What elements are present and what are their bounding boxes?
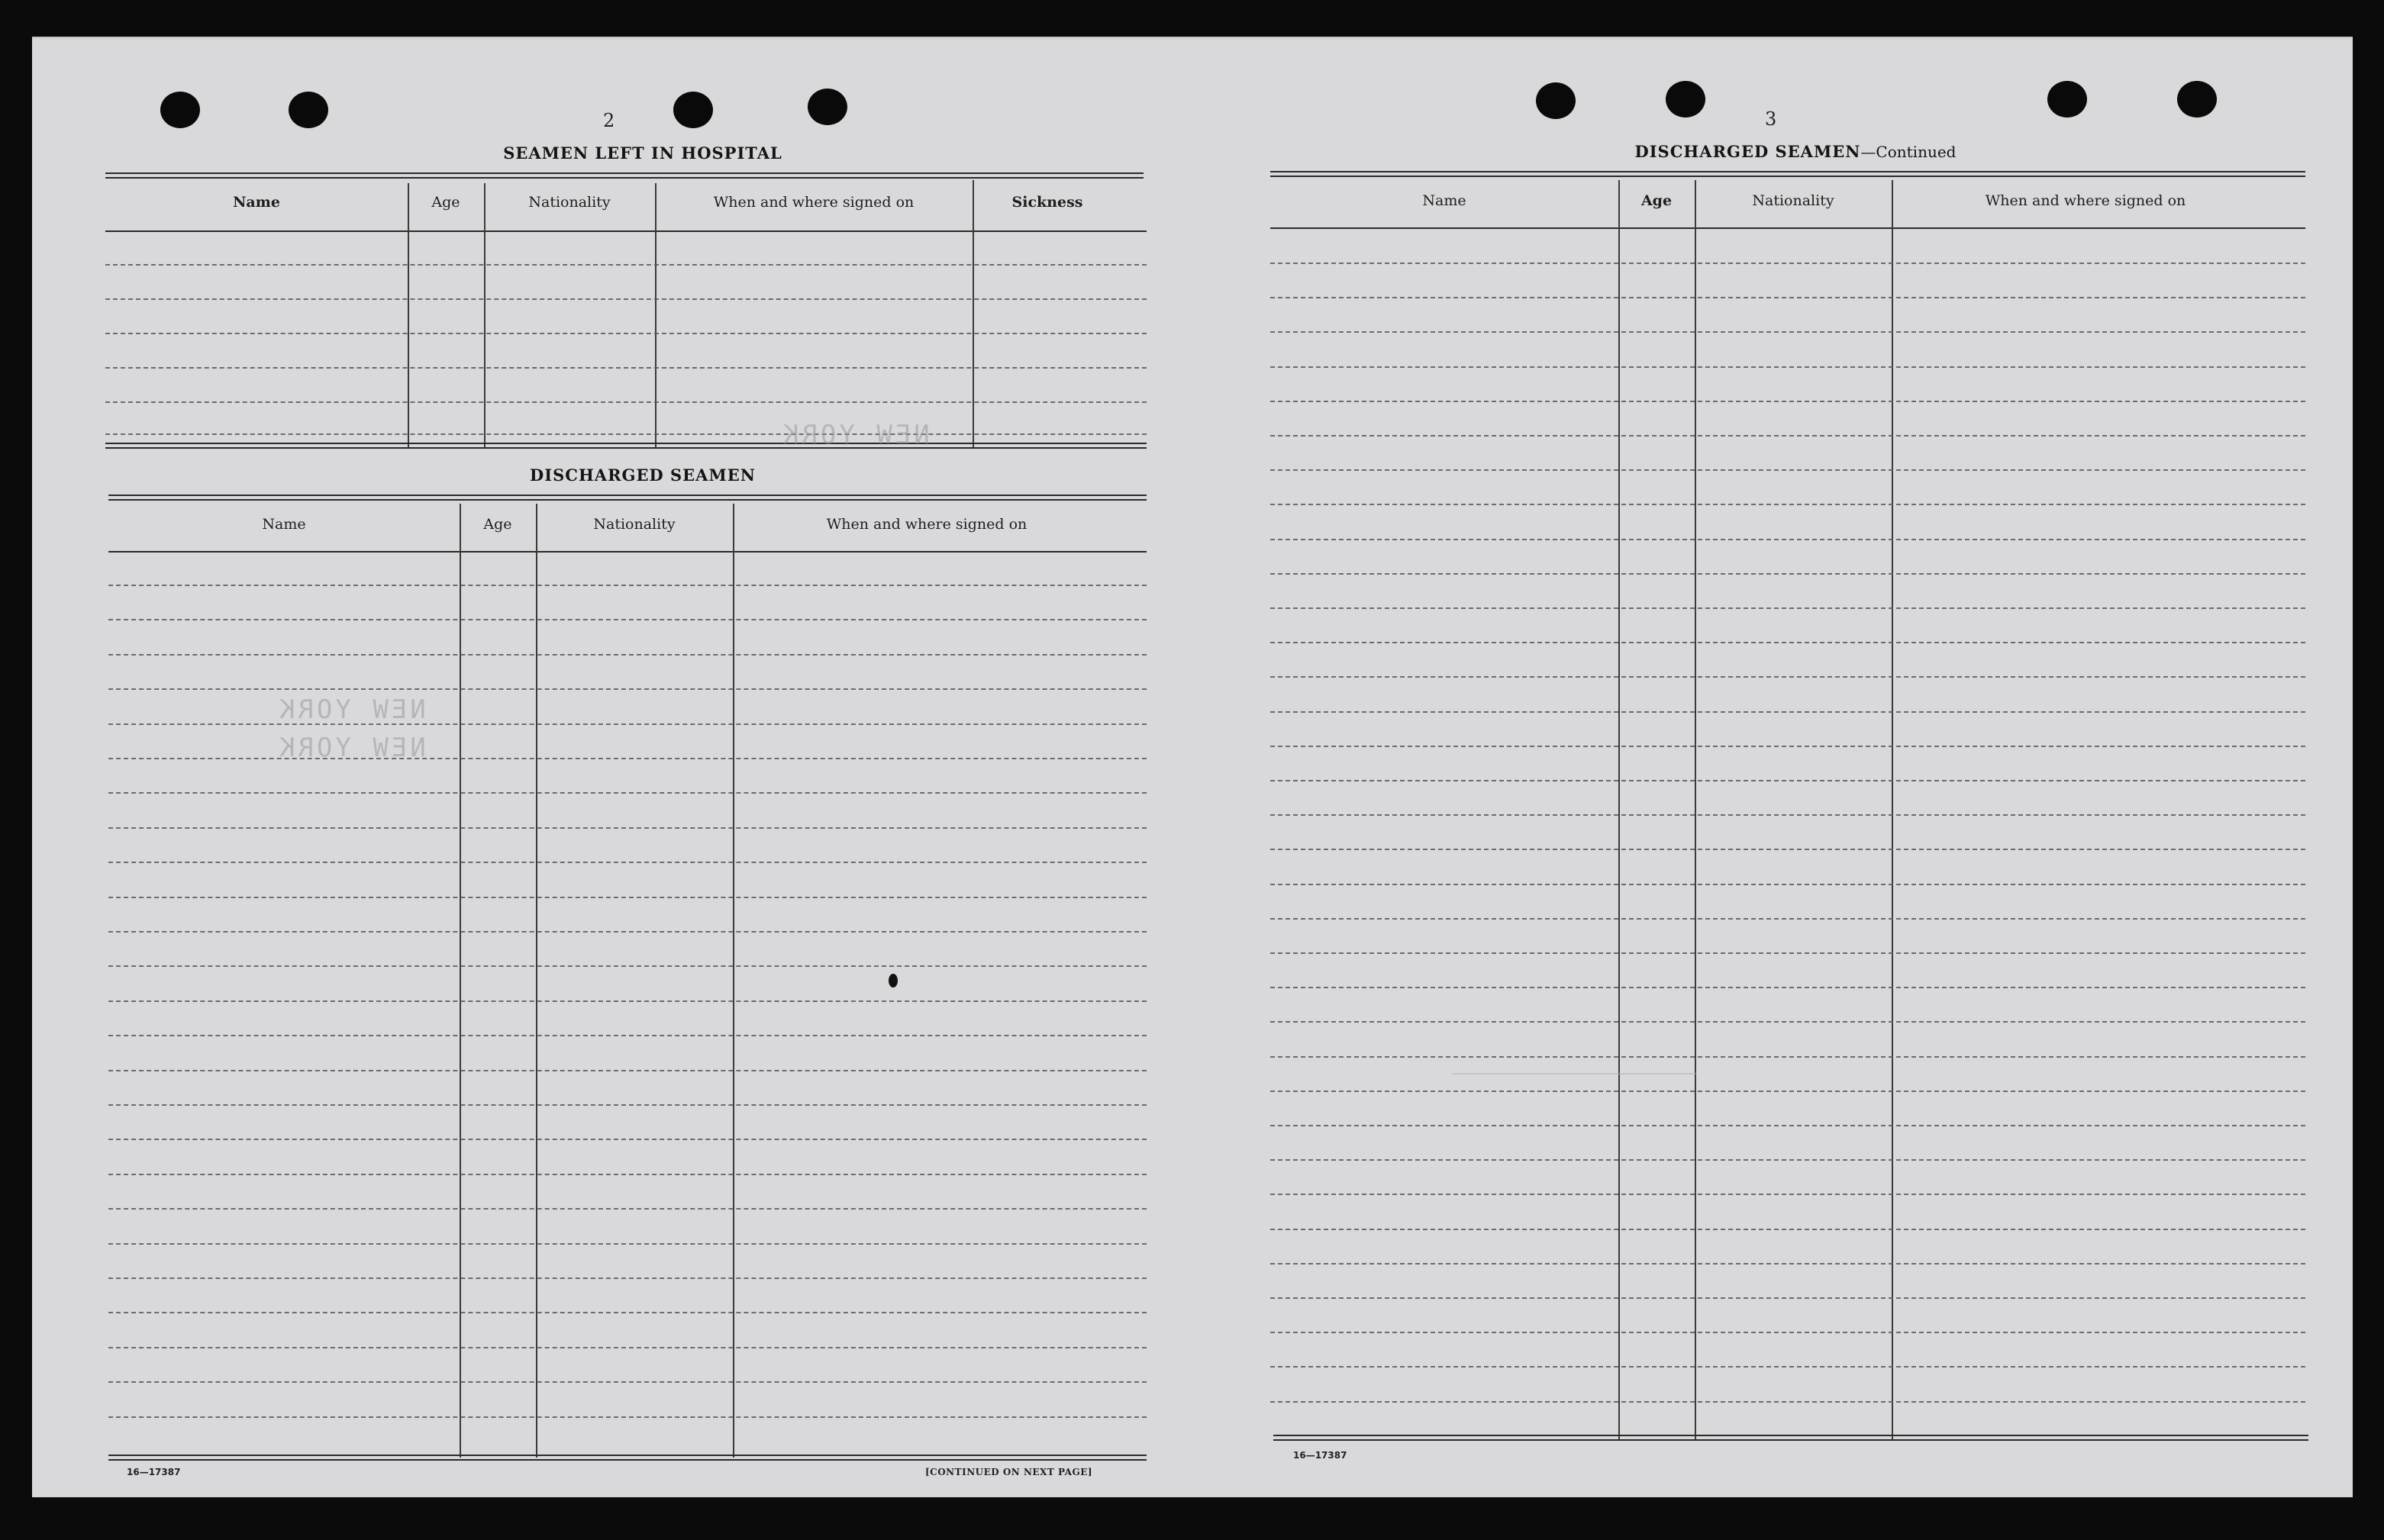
punch-hole (289, 92, 328, 128)
entry-line (1270, 573, 2305, 575)
right-col-divider (1892, 180, 1893, 1439)
entry-line (1270, 435, 2305, 437)
entry-line (108, 862, 1147, 863)
entry-line (1270, 331, 2305, 333)
entry-line (1270, 711, 2305, 713)
continued-note: [CONTINUED ON NEXT PAGE] (925, 1467, 1093, 1477)
entry-line (108, 1416, 1147, 1418)
entry-line (108, 1208, 1147, 1210)
right-col-divider (1695, 180, 1696, 1439)
entry-line (108, 1243, 1147, 1245)
entry-line (1270, 780, 2305, 781)
hospital-header-rule (105, 230, 1147, 232)
hospital-bottom-rule (105, 443, 1147, 449)
entry-line (1270, 746, 2305, 747)
entry-line (108, 723, 1147, 725)
entry-line (1270, 504, 2305, 505)
punch-hole (808, 89, 847, 125)
hospital-col-nationality: Nationality (528, 194, 611, 211)
entry-line (1270, 1401, 2305, 1403)
punch-hole (2177, 81, 2217, 118)
entry-line (1270, 263, 2305, 264)
entry-line (1270, 1229, 2305, 1230)
bleed-through-stamp: NEW YORK (780, 420, 930, 450)
entry-line (105, 401, 1147, 403)
hospital-col-divider (484, 183, 486, 447)
entry-line (1270, 1091, 2305, 1092)
entry-line (105, 367, 1147, 369)
entry-line (1270, 539, 2305, 540)
punch-hole (160, 92, 200, 128)
right-col-name: Name (1422, 192, 1466, 209)
entry-line (1270, 607, 2305, 609)
discharged-header-rule (108, 551, 1147, 553)
faint-handwriting (1452, 1042, 1696, 1074)
hospital-col-divider (408, 183, 409, 447)
entry-line (108, 1347, 1147, 1348)
ink-mark (889, 974, 898, 987)
entry-line (108, 1035, 1147, 1036)
entry-line (1270, 297, 2305, 298)
entry-line (108, 1174, 1147, 1175)
entry-line (108, 585, 1147, 586)
entry-line (1270, 1332, 2305, 1333)
entry-line (1270, 952, 2305, 954)
punch-hole (673, 92, 713, 128)
right-top-rule (1270, 171, 2305, 177)
discharged-top-rule (108, 495, 1147, 501)
entry-line (1270, 366, 2305, 368)
discharged-bottom-rule (108, 1455, 1147, 1461)
bleed-through-stamp: NEW YORK (276, 694, 426, 725)
hospital-col-divider (973, 180, 974, 447)
punch-hole (1666, 81, 1705, 118)
right-col-signed-on: When and where signed on (1985, 192, 2186, 209)
entry-line (1270, 1366, 2305, 1368)
hospital-section-title: SEAMEN LEFT IN HOSPITAL (503, 143, 782, 163)
form-code-right: 16—17387 (1293, 1450, 1347, 1461)
entry-line (1270, 814, 2305, 816)
right-col-age: Age (1640, 192, 1673, 209)
discharged-col-name: Name (262, 516, 306, 533)
right-bottom-rule (1273, 1435, 2308, 1441)
entry-line (108, 931, 1147, 933)
entry-line (108, 792, 1147, 794)
entry-line (108, 1139, 1147, 1140)
page-number-right: 3 (1765, 108, 1777, 130)
entry-line (1270, 849, 2305, 850)
discharged-col-nationality: Nationality (593, 516, 676, 533)
entry-line (108, 688, 1147, 690)
discharged-col-divider (536, 504, 537, 1458)
entry-line (1270, 642, 2305, 643)
discharged-col-divider (733, 504, 734, 1458)
entry-line (108, 1277, 1147, 1279)
discharged-continued-suffix: —Continued (1860, 143, 1957, 161)
hospital-col-divider (655, 183, 656, 447)
punch-hole (2047, 81, 2087, 118)
hospital-col-signed-on: When and where signed on (713, 194, 915, 211)
entry-line (1270, 1297, 2305, 1299)
hospital-col-name: Name (233, 194, 280, 211)
entry-line (108, 1104, 1147, 1106)
entry-line (108, 1000, 1147, 1002)
entry-line (108, 897, 1147, 898)
entry-line (105, 433, 1147, 435)
entry-line (1270, 676, 2305, 678)
right-col-divider (1618, 180, 1620, 1439)
entry-line (108, 965, 1147, 967)
entry-line (108, 654, 1147, 656)
hospital-col-age: Age (431, 194, 460, 211)
entry-line (105, 298, 1147, 300)
entry-line (105, 333, 1147, 334)
discharged-col-signed-on: When and where signed on (826, 516, 1027, 533)
discharged-continued-title (1452, 142, 2139, 161)
ledger-sheet (32, 37, 2353, 1497)
right-col-nationality: Nationality (1752, 192, 1834, 209)
entry-line (108, 827, 1147, 829)
entry-line (1270, 401, 2305, 402)
entry-line (1270, 1194, 2305, 1195)
discharged-col-divider (460, 504, 461, 1458)
hospital-col-sickness: Sickness (1011, 194, 1083, 211)
entry-line (1270, 1125, 2305, 1126)
entry-line (1270, 884, 2305, 885)
discharged-continued-main: DISCHARGED SEAMEN (1634, 142, 1861, 161)
entry-line (108, 1381, 1147, 1383)
form-code-left: 16—17387 (127, 1467, 181, 1477)
entry-line (1270, 1056, 2305, 1058)
punch-hole (1536, 82, 1576, 119)
entry-line (105, 264, 1147, 266)
entry-line (1270, 987, 2305, 988)
entry-line (108, 619, 1147, 620)
entry-line (1270, 469, 2305, 471)
discharged-col-age: Age (483, 516, 512, 533)
entry-line (1270, 1159, 2305, 1161)
page-number-left: 2 (603, 110, 615, 131)
entry-line (108, 1312, 1147, 1313)
entry-line (108, 1070, 1147, 1071)
entry-line (1270, 1021, 2305, 1023)
entry-line (1270, 918, 2305, 920)
hospital-top-rule (105, 172, 1144, 179)
discharged-section-title: DISCHARGED SEAMEN (530, 466, 756, 485)
bleed-through-stamp: NEW YORK (276, 733, 426, 763)
entry-line (1270, 1263, 2305, 1265)
entry-line (108, 758, 1147, 759)
right-header-rule (1270, 227, 2305, 229)
